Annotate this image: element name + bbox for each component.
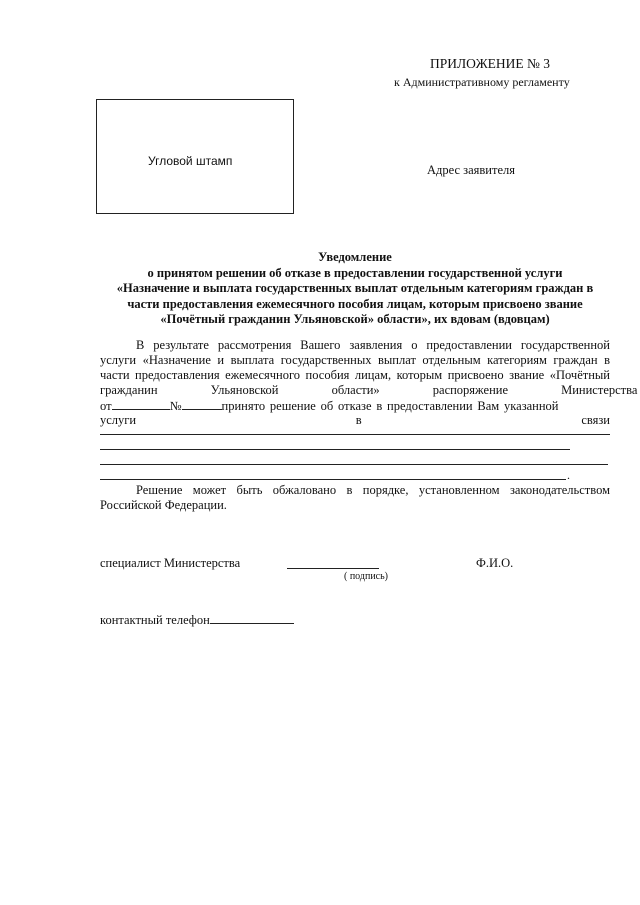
full-name-label: Ф.И.О.: [476, 556, 514, 570]
heading-line-4: части предоставления ежемесячного пособия лицам, которым присвоено звание: [127, 296, 583, 311]
heading-line-5: «Почётный гражданин Ульяновской» области», их вдовам (вдовцам): [160, 312, 550, 326]
signature-caption: ( подпись): [344, 571, 389, 582]
body-line-1: В результате рассмотрения Вашего заявления о предоставлении государственной: [136, 338, 610, 352]
heading-line-2: о принятом решении об отказе в предоставлении государственной услуги: [147, 265, 563, 280]
reason-blank-line-4: [100, 479, 566, 480]
specialist-label: специалист Министерства: [100, 556, 241, 570]
body-line-5: [100, 398, 610, 414]
heading-line-3: «Назначение и выплата государственных выплат отдельным категориям граждан в: [116, 281, 594, 295]
heading-line-1: Уведомление: [318, 250, 392, 264]
reason-blank-line-2: [100, 449, 570, 450]
contact-phone: [100, 612, 294, 628]
body-line-2: услуги «Назначение и выплата государственных выплат отдельным категориям граждан в: [100, 353, 610, 367]
reason-end-dot: .: [567, 468, 570, 482]
signature-line: [287, 568, 379, 569]
body-line-4: гражданин Ульяновской области» распоряжение Министерства: [100, 383, 638, 397]
contact-phone-blank: [210, 612, 294, 624]
date-blank: [112, 398, 170, 410]
number-blank: [182, 398, 222, 410]
date-prefix: от: [100, 399, 112, 413]
decision-text: принято решение об отказе в предоставлении Вам указанной: [221, 399, 559, 413]
notice-heading: [100, 250, 610, 328]
appeal-line-2: Российской Федерации.: [100, 498, 227, 512]
reason-blank-line-1: [100, 434, 610, 435]
appendix-title: ПРИЛОЖЕНИЕ № 3: [430, 56, 551, 71]
body-line-3: части предоставления ежемесячного пособия лицам, которым присвоено звание «Почётный: [100, 368, 610, 382]
contact-phone-label: контактный телефон: [100, 613, 210, 627]
reason-blank-line-3: [100, 464, 608, 465]
number-sign: №: [169, 399, 182, 413]
applicant-address-label: Адрес заявителя: [427, 163, 515, 177]
appendix-subtitle: к Административному регламенту: [394, 75, 570, 89]
corner-stamp-label: Угловой штамп: [148, 154, 233, 168]
body-line-6: услуги в связи: [100, 413, 610, 427]
appeal-line-1: Решение может быть обжаловано в порядке, установленном законодательством: [136, 483, 610, 497]
